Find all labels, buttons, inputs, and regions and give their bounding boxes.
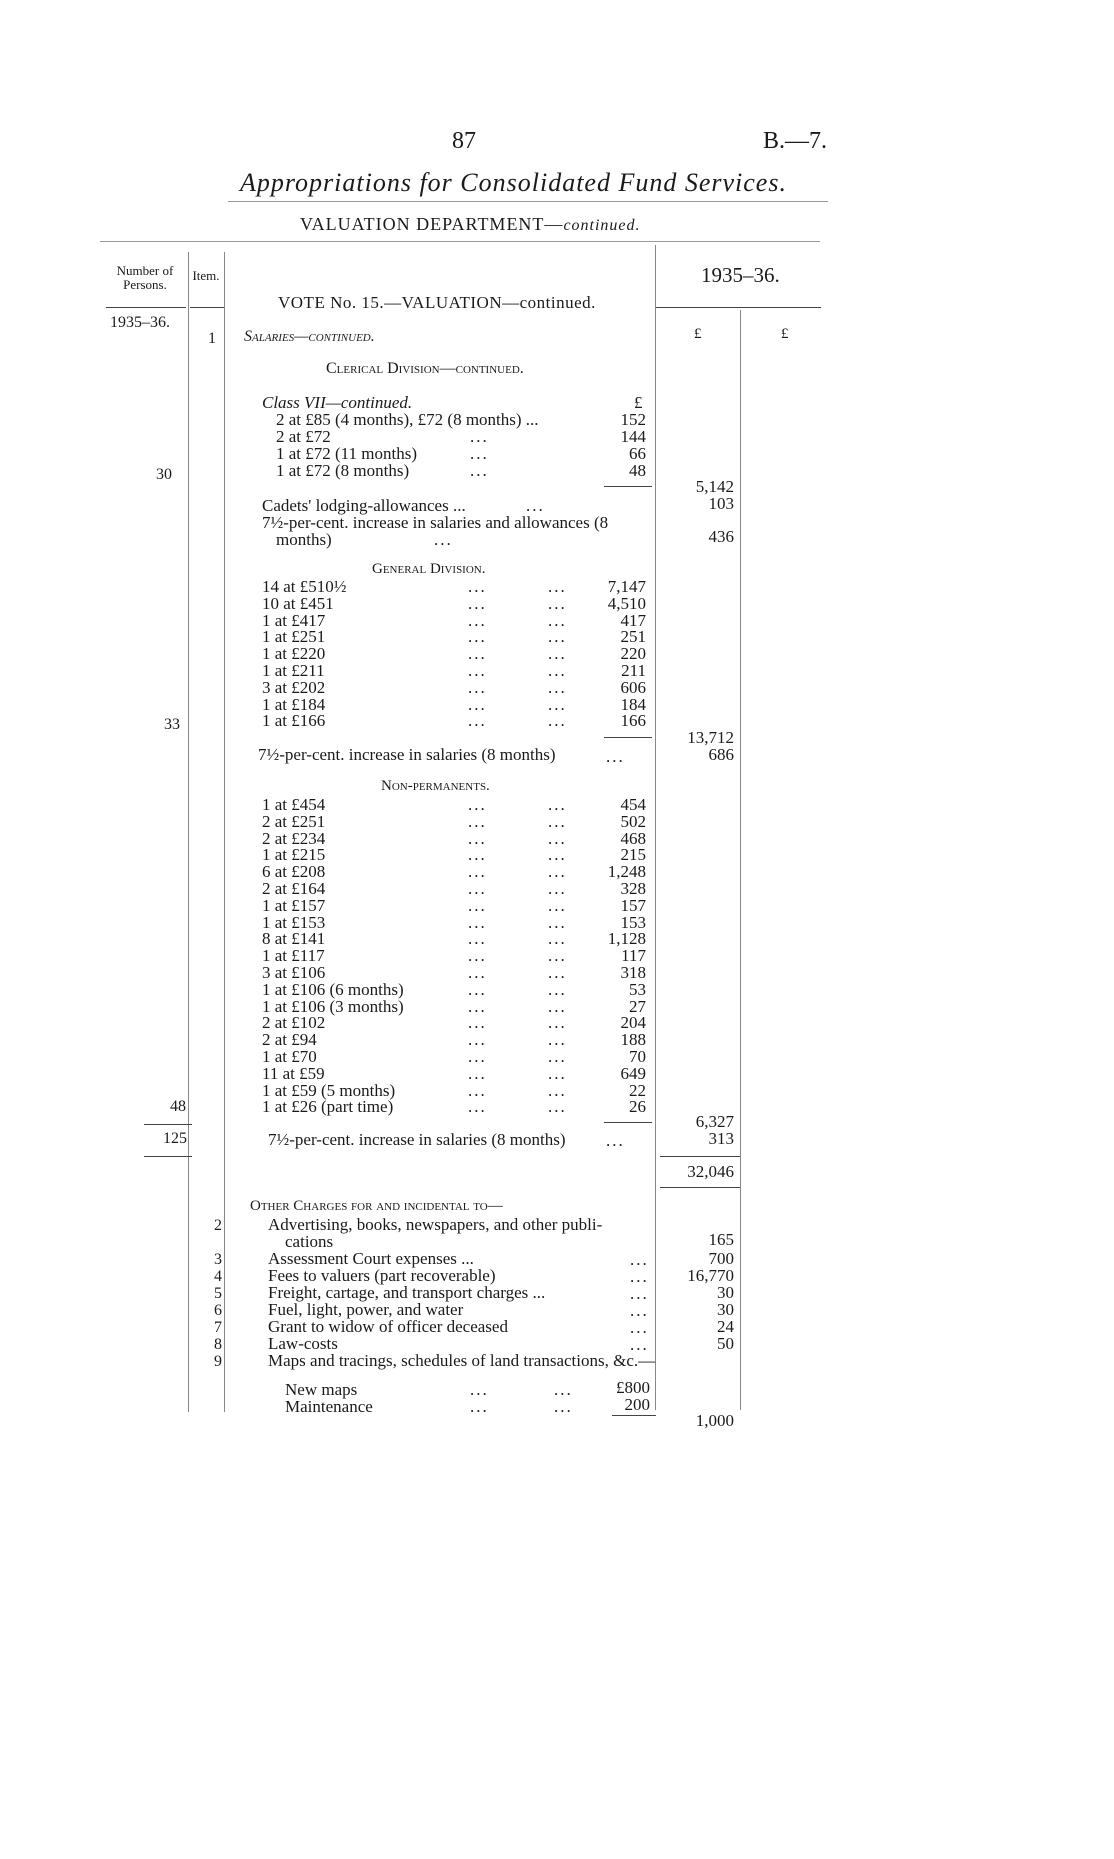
nonperm-row-dots-1: ... (468, 845, 487, 865)
clerical-increase-value: 436 (708, 527, 734, 546)
nonperm-row-label: 1 at £59 (5 months) (262, 1080, 396, 1100)
general-row-dots-2: ... (548, 694, 567, 714)
nonperm-row-dots-2: ... (548, 1013, 567, 1033)
nonperm-row-value: 70 (629, 1047, 646, 1066)
general-increase-label: 7½-per-cent. increase in salaries (8 months) (258, 745, 556, 764)
nonperm-row-dots-1: ... (468, 895, 487, 915)
cadets-value: 103 (708, 494, 734, 513)
other-item-number: 2 (214, 1217, 222, 1234)
nonperm-row-value: 27 (629, 996, 646, 1016)
nonperm-row-dots-2: ... (548, 895, 567, 915)
nonperm-row-label: 1 at £117 (262, 946, 325, 966)
general-row-value: 251 (620, 627, 646, 647)
class-vii-row-0: 2 at £85 (4 months), £72 (8 months) ... (276, 410, 539, 429)
general-row-dots-2: ... (548, 593, 567, 613)
class-vii-persons: 30 (156, 466, 172, 483)
nonperm-row-value: 1,128 (607, 929, 646, 949)
nonperm-increase-dots: ... (606, 1131, 625, 1150)
item-number-1: 1 (208, 330, 216, 347)
maps-total: 1,000 (695, 1411, 734, 1430)
header-rule (100, 241, 820, 242)
general-row-label: 1 at £166 (262, 711, 326, 731)
general-row-dots-1: ... (468, 627, 487, 647)
other-item-dots: ... (630, 1335, 649, 1354)
nonperm-increase-label: 7½-per-cent. increase in salaries (8 months) (268, 1130, 566, 1149)
class-vii-value-3: 48 (629, 461, 646, 480)
other-item-number: 8 (214, 1336, 222, 1353)
col-divider-1 (188, 252, 189, 1412)
other-item-value: 16,770 (687, 1266, 734, 1285)
maps-maint-value: 200 (624, 1395, 650, 1414)
maps-new-label: New maps (285, 1380, 358, 1399)
nonperm-increase-value: 313 (708, 1129, 734, 1148)
nonperm-row-dots-1: ... (468, 996, 487, 1016)
col-divider-3 (655, 245, 656, 1410)
general-row-dots-1: ... (468, 577, 487, 596)
class-vii-row-2: 1 at £72 (11 months) (276, 444, 418, 463)
page-number: 87 (452, 128, 476, 154)
maps-maint-label: Maintenance (285, 1397, 373, 1416)
other-item-number: 7 (214, 1319, 222, 1336)
cadets-dots: ... (526, 496, 545, 515)
nonperm-row-dots-2: ... (548, 1047, 567, 1066)
general-row-dots-1: ... (468, 610, 487, 630)
pound-col-2: £ (781, 326, 789, 342)
nonperm-row-dots-2: ... (548, 912, 567, 932)
nonperm-row-dots-2: ... (548, 811, 567, 831)
nonperm-row-value: 157 (620, 895, 646, 915)
clerical-increase-dots: ... (434, 530, 453, 549)
nonperm-row-label: 1 at £106 (3 months) (262, 996, 404, 1016)
other-item-label: Advertising, books, newspapers, and other publi- (268, 1215, 603, 1234)
nonperm-rule (604, 1122, 652, 1123)
nonperm-row-dots-1: ... (468, 963, 487, 982)
nonperm-row-dots-1: ... (468, 811, 487, 831)
other-item-dots: ... (630, 1250, 649, 1269)
nonperm-row-value: 204 (620, 1013, 646, 1033)
class-vii-pound: £ (634, 393, 643, 412)
title-rule (228, 201, 828, 202)
clerical-increase-label-1: 7½-per-cent. increase in salaries and allowances (8 (262, 513, 609, 532)
general-row-value: 417 (620, 610, 646, 630)
general-row-dots-2: ... (548, 577, 567, 596)
nonperm-row-dots-1: ... (468, 1097, 487, 1117)
nonperm-row-dots-2: ... (548, 946, 567, 966)
other-item-label: Maps and tracings, schedules of land transactions, &c.— (268, 1351, 656, 1370)
nonperm-row-label: 8 at £141 (262, 929, 326, 949)
nonperm-row-value: 215 (620, 845, 646, 865)
nonperm-row-label: 1 at £26 (part time) (262, 1097, 394, 1117)
nonperm-row-value: 502 (620, 811, 646, 831)
nonperm-persons: 48 (170, 1098, 186, 1115)
cadets-label: Cadets' lodging-allowances ... (262, 496, 466, 515)
general-row-label: 10 at £451 (262, 593, 334, 613)
other-item-label: Grant to widow of officer deceased (268, 1317, 508, 1336)
other-item-number: 9 (214, 1353, 222, 1370)
nonperm-row-dots-1: ... (468, 828, 487, 848)
general-row-dots-2: ... (548, 661, 567, 680)
nonperm-row-value: 22 (629, 1080, 646, 1100)
nonperm-row-label: 1 at £106 (6 months) (262, 979, 404, 999)
nonperm-row-dots-2: ... (548, 929, 567, 949)
nonperm-row-dots-1: ... (468, 1063, 487, 1083)
class-vii-value-0: 152 (620, 410, 646, 429)
class-vii-row-1: 2 at £72 (276, 427, 331, 446)
other-item-label: Fuel, light, power, and water (268, 1300, 464, 1319)
nonperm-row-value: 649 (620, 1063, 646, 1083)
nonperm-row-label: 2 at £94 (262, 1030, 317, 1050)
clerical-increase-label-2: months) (276, 530, 332, 549)
year-header-rule (656, 307, 821, 308)
general-row-value: 4,510 (607, 593, 646, 613)
year-label: 1935–36. (110, 314, 170, 331)
nonperm-row-dots-2: ... (548, 1063, 567, 1083)
nonperm-subtotal: 6,327 (695, 1112, 734, 1131)
nonperm-row-label: 2 at £234 (262, 828, 326, 848)
general-row-dots-2: ... (548, 644, 567, 664)
nonperm-row-value: 468 (620, 828, 646, 848)
nonperm-row-dots-1: ... (468, 862, 487, 882)
nonperm-row-dots-2: ... (548, 1030, 567, 1050)
general-row-dots-1: ... (468, 711, 487, 731)
general-row-dots-2: ... (548, 627, 567, 647)
nonperm-row-dots-1: ... (468, 946, 487, 966)
persons-total-rule-top (144, 1124, 192, 1125)
nonperm-row-dots-2: ... (548, 979, 567, 999)
other-item-value: 165 (708, 1230, 734, 1249)
general-row-label: 14 at £510½ (262, 577, 347, 596)
other-item-label: Assessment Court expenses ... (268, 1249, 474, 1268)
nonperm-row-label: 2 at £164 (262, 879, 326, 898)
total-persons: 125 (163, 1130, 187, 1147)
nonperm-row-dots-2: ... (548, 996, 567, 1016)
other-item-label: Fees to valuers (part recoverable) (268, 1266, 496, 1285)
other-heading: Other Charges for and incidental to— (250, 1198, 503, 1214)
general-row-label: 1 at £184 (262, 694, 326, 714)
other-item-value: 30 (717, 1283, 734, 1302)
nonperm-row-value: 1,248 (607, 862, 646, 882)
nonperm-row-value: 153 (620, 912, 646, 932)
pound-col-1: £ (694, 326, 702, 342)
nonperm-row-value: 328 (620, 879, 646, 898)
other-item-value: 24 (717, 1317, 734, 1336)
nonperm-row-label: 11 at £59 (262, 1063, 325, 1083)
general-row-dots-1: ... (468, 593, 487, 613)
other-item-label: Law-costs (268, 1334, 338, 1353)
nonperm-row-dots-1: ... (468, 979, 487, 999)
nonperm-row-label: 1 at £70 (262, 1047, 317, 1066)
clerical-heading: Clerical Division—continued. (326, 360, 524, 377)
col-persons: Number of Persons. (116, 263, 174, 292)
general-row-label: 1 at £220 (262, 644, 326, 664)
department-heading (300, 214, 641, 235)
general-increase-value: 686 (708, 745, 734, 764)
page-ref: B.—7. (763, 128, 828, 154)
nonperm-row-dots-1: ... (468, 1013, 487, 1033)
nonperm-row-dots-2: ... (548, 845, 567, 865)
nonperm-row-dots-1: ... (468, 1080, 487, 1100)
other-item-number: 3 (214, 1251, 222, 1268)
other-item-label: Freight, cartage, and transport charges ... (268, 1283, 546, 1302)
general-row-value: 184 (620, 694, 646, 714)
nonperm-row-label: 1 at £454 (262, 795, 326, 814)
col-year: 1935–36. (701, 263, 780, 287)
nonperm-row-label: 1 at £215 (262, 845, 326, 865)
other-item-dots: ... (630, 1284, 649, 1303)
general-heading: General Division. (372, 561, 486, 577)
persons-total-rule-bottom (144, 1156, 192, 1157)
class-vii-value-2: 66 (629, 444, 646, 463)
grand-total-rule-top (660, 1156, 740, 1157)
maps-maint-dots-2: ... (554, 1397, 573, 1416)
department-name: VALUATION DEPARTMENT— (300, 214, 564, 234)
other-item-number: 5 (214, 1285, 222, 1302)
general-subtotal: 13,712 (687, 728, 734, 747)
salaries-heading: Salaries—continued. (244, 328, 375, 345)
other-item-value: 30 (717, 1300, 734, 1319)
general-rule (604, 737, 652, 738)
other-item-dots: ... (630, 1301, 649, 1320)
nonperm-row-label: 3 at £106 (262, 963, 326, 982)
other-item-dots: ... (630, 1267, 649, 1286)
nonperm-row-label: 2 at £102 (262, 1013, 326, 1033)
general-row-value: 7,147 (607, 577, 646, 596)
maps-new-value: £800 (616, 1378, 650, 1397)
nonperm-row-dots-2: ... (548, 879, 567, 898)
maps-rule (612, 1415, 656, 1416)
general-row-value: 211 (621, 661, 646, 680)
class-vii-value-1: 144 (620, 427, 646, 446)
nonperm-row-label: 2 at £251 (262, 811, 326, 831)
nonperm-row-label: 1 at £153 (262, 912, 326, 932)
general-row-value: 220 (620, 644, 646, 664)
general-increase-dots: ... (606, 747, 625, 766)
col-divider-4 (740, 310, 741, 1410)
class-vii-row-3: 1 at £72 (8 months) (276, 461, 410, 480)
nonperm-row-value: 26 (629, 1097, 646, 1117)
general-row-dots-2: ... (548, 610, 567, 630)
general-row-dots-1: ... (468, 677, 487, 697)
nonperm-row-dots-2: ... (548, 1080, 567, 1100)
nonperm-row-dots-1: ... (468, 912, 487, 932)
general-row-dots-2: ... (548, 711, 567, 731)
nonperm-row-dots-2: ... (548, 1097, 567, 1117)
nonperm-row-value: 188 (620, 1030, 646, 1050)
nonperm-row-dots-1: ... (468, 1030, 487, 1050)
other-item-number: 4 (214, 1268, 222, 1285)
general-row-label: 3 at £202 (262, 677, 326, 697)
department-suffix: continued. (563, 217, 641, 234)
class-vii-dots-2: ... (470, 444, 489, 463)
nonperm-row-dots-1: ... (468, 879, 487, 898)
general-row-label: 1 at £251 (262, 627, 326, 647)
nonperm-row-value: 318 (620, 963, 646, 982)
nonperm-row-value: 454 (620, 795, 646, 814)
general-persons: 33 (164, 716, 180, 733)
item-header-rule (190, 307, 224, 308)
nonperm-row-dots-1: ... (468, 795, 487, 814)
grand-total: 32,046 (687, 1162, 734, 1181)
nonperm-row-dots-2: ... (548, 963, 567, 982)
col-divider-2 (224, 252, 225, 1412)
general-row-label: 1 at £211 (262, 661, 325, 680)
general-row-dots-1: ... (468, 644, 487, 664)
class-vii-rule (604, 486, 652, 487)
nonperm-row-label: 6 at £208 (262, 862, 326, 882)
nonperm-row-dots-1: ... (468, 929, 487, 949)
other-item-value: 700 (708, 1249, 734, 1268)
class-vii-subtotal: 5,142 (695, 477, 734, 496)
nonperm-row-dots-2: ... (548, 795, 567, 814)
other-item-number: 6 (214, 1302, 222, 1319)
general-row-value: 166 (620, 711, 646, 731)
col-item: Item. (192, 268, 220, 283)
nonperm-row-dots-1: ... (468, 1047, 487, 1066)
other-item-label-2: cations (285, 1232, 334, 1251)
class-vii-heading: Class VII—continued. (262, 393, 413, 412)
general-row-dots-1: ... (468, 661, 487, 680)
nonperm-row-label: 1 at £157 (262, 895, 326, 915)
maps-maint-dots-1: ... (470, 1397, 489, 1416)
persons-header-rule (106, 307, 186, 308)
nonperm-heading: Non-permanents. (381, 778, 490, 794)
nonperm-row-dots-2: ... (548, 828, 567, 848)
maps-new-dots-1: ... (470, 1380, 489, 1399)
class-vii-dots-1: ... (470, 427, 489, 446)
vote-heading: VOTE No. 15.—VALUATION—continued. (278, 293, 596, 312)
nonperm-row-value: 53 (629, 979, 646, 999)
other-item-value: 50 (717, 1334, 734, 1353)
page-title: Appropriations for Consolidated Fund Services. (240, 168, 787, 197)
nonperm-row-value: 117 (621, 946, 646, 966)
grand-total-rule-bottom (660, 1187, 740, 1188)
general-row-label: 1 at £417 (262, 610, 326, 630)
class-vii-dots-3: ... (470, 461, 489, 480)
general-row-dots-1: ... (468, 694, 487, 714)
general-row-value: 606 (620, 677, 646, 697)
general-row-dots-2: ... (548, 677, 567, 697)
nonperm-row-dots-2: ... (548, 862, 567, 882)
maps-new-dots-2: ... (554, 1380, 573, 1399)
other-item-dots: ... (630, 1318, 649, 1337)
